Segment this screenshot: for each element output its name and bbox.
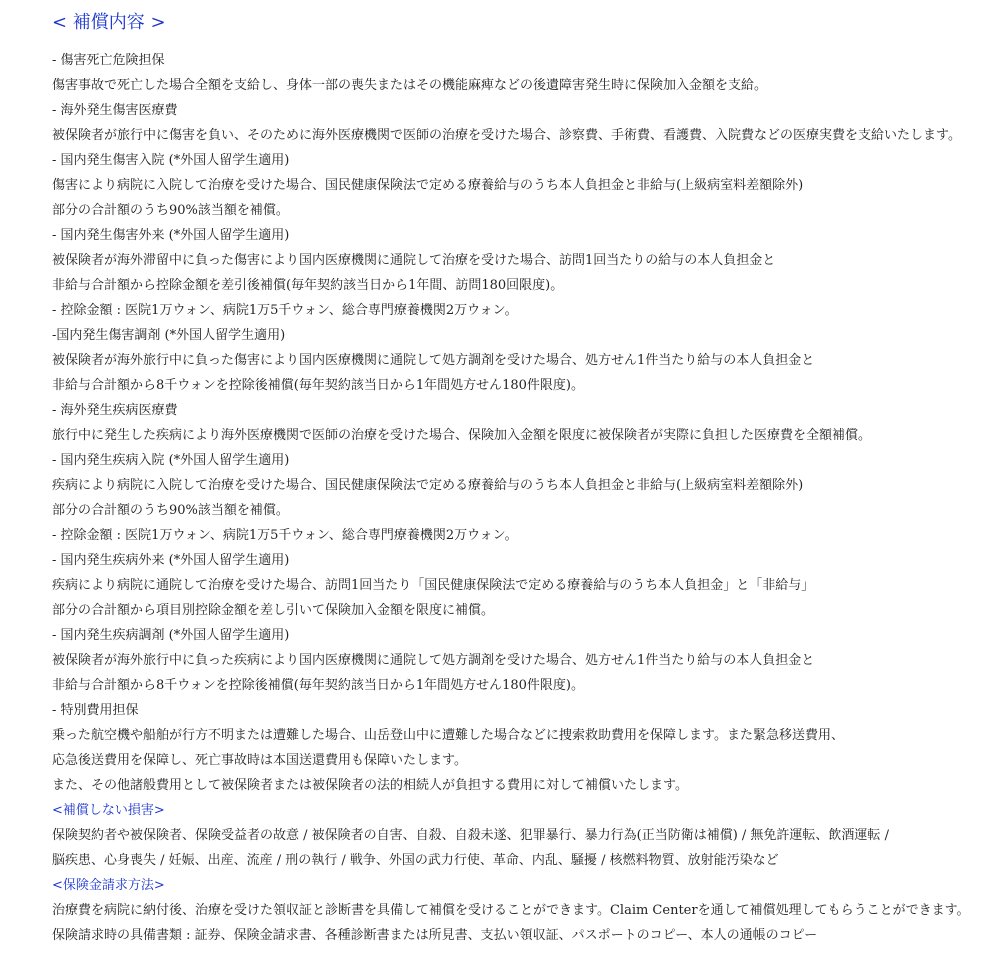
coverage-document [52,10,987,948]
coverage-text-line: 非給与合計額から控除金額を差引後補償(毎年契約該当日から1年間、訪問180回限度)。 [52,278,564,293]
coverage-text-line: 乗った航空機や船舶が行方不明または遭難した場合、山岳登山中に遭難した場合などに捜索救助費用を保障します。また緊急移送費用、 [52,728,844,743]
coverage-text-line: 非給与合計額から8千ウォンを控除後補償(毎年契約該当日から1年間処方せん180件限度)。 [52,678,584,693]
coverage-item-heading: - 傷害死亡危険担保 [52,53,165,68]
coverage-text-line: また、その他諸般費用として被保険者または被保険者の法的相続人が負担する費用に対して補償いたします。 [52,778,688,793]
coverage-text-line: 被保険者が海外滞留中に負った傷害により国内医療機関に通院して治療を受けた場合、訪問1回当たりの給与の本人負担金と [52,253,776,268]
coverage-text-line: 部分の合計額のうち90%該当額を補償。 [52,203,289,218]
coverage-item-heading: - 国内発生疾病調剤 (*外国人留学生適用) [52,628,290,643]
coverage-text-line: 部分の合計額から項目別控除金額を差し引いて保険加入金額を限度に補償。 [52,603,495,618]
coverage-item-heading: - 海外発生傷害医療費 [52,103,178,118]
coverage-text-line: 非給与合計額から8千ウォンを控除後補償(毎年契約該当日から1年間処方せん180件限度)。 [52,378,584,393]
coverage-text-line: 保険請求時の具備書類 : 証券、保険金請求書、各種診断書または所見書、支払い領収証、パスポートのコピー、本人の通帳のコピー [52,928,818,943]
coverage-item-heading: - 国内発生疾病入院 (*外国人留学生適用) [52,453,290,468]
coverage-text-line: 応急後送費用を保障し、死亡事故時は本国送還費用も保障いたします。 [52,753,467,768]
coverage-text-line: 被保険者が海外旅行中に負った疾病により国内医療機関に通院して処方調剤を受けた場合、処方せん1件当たり給与の本人負担金と [52,653,815,668]
coverage-text-line: 保険契約者や被保険者、保険受益者の故意 / 被保険者の自害、自殺、自殺未遂、犯罪暴行、暴力行為(正当防衛は補償) / 無免許運転、飲酒運転 / [52,828,889,843]
coverage-item-heading: - 国内発生傷害外来 (*外国人留学生適用) [52,228,290,243]
coverage-item-heading: - 国内発生疾病外来 (*外国人留学生適用) [52,553,290,568]
coverage-text-line: 疾病により病院に通院して治療を受けた場合、訪問1回当たり「国民健康保険法で定める療養給与のうち本人負担金」と「非給与」 [52,578,815,593]
coverage-text-line: 治療費を病院に納付後、治療を受けた領収証と診断書を具備して補償を受けることができます。Claim Centerを通して補償処理してもらうことができます。 [52,903,970,918]
coverage-text-line: 被保険者が海外旅行中に負った傷害により国内医療機関に通院して処方調剤を受けた場合、処方せん1件当たり給与の本人負担金と [52,353,815,368]
coverage-text-line: 部分の合計額のうち90%該当額を補償。 [52,503,289,518]
coverage-item-heading: - 特別費用担保 [52,703,139,718]
coverage-text-line: - 控除金額 : 医院1万ウォン、病院1万5千ウォン、総合専門療養機関2万ウォン。 [52,528,518,543]
coverage-text-line: 傷害事故で死亡した場合全額を支給し、身体一部の喪失またはその機能麻痺などの後遺障害発生時に保険加入金額を支給。 [52,78,768,93]
coverage-item-heading: - 海外発生疾病医療費 [52,403,178,418]
coverage-text-line: 疾病により病院に入院して治療を受けた場合、国民健康保険法で定める療養給与のうち本人負担金と非給与(上級病室料差額除外) [52,478,804,493]
section-heading: <保険金請求方法> [52,878,165,893]
coverage-text-line: - 控除金額 : 医院1万ウォン、病院1万5千ウォン、総合専門療養機関2万ウォン。 [52,303,518,318]
page-title: < 補償内容 > [52,12,166,33]
coverage-text-line: 脳疾患、心身喪失 / 妊娠、出産、流産 / 刑の執行 / 戦争、外国の武力行使、革命、内乱、騒擾 / 核燃料物質、放射能汚染など [52,853,779,868]
section-heading: <補償しない損害> [52,803,165,818]
coverage-text-line: 被保険者が旅行中に傷害を負い、そのために海外医療機関で医師の治療を受けた場合、診察費、手術費、看護費、入院費などの医療実費を支給いたします。 [52,128,961,143]
coverage-lines [52,48,987,948]
coverage-text-line: 傷害により病院に入院して治療を受けた場合、国民健康保険法で定める療養給与のうち本人負担金と非給与(上級病室料差額除外) [52,178,804,193]
coverage-item-heading: -国内発生傷害調剤 (*外国人留学生適用) [52,328,286,343]
coverage-text-line: 旅行中に発生した疾病により海外医療機関で医師の治療を受けた場合、保険加入金額を限度に被保険者が実際に負担した医療費を全額補償。 [52,428,872,443]
coverage-item-heading: - 国内発生傷害入院 (*外国人留学生適用) [52,153,290,168]
